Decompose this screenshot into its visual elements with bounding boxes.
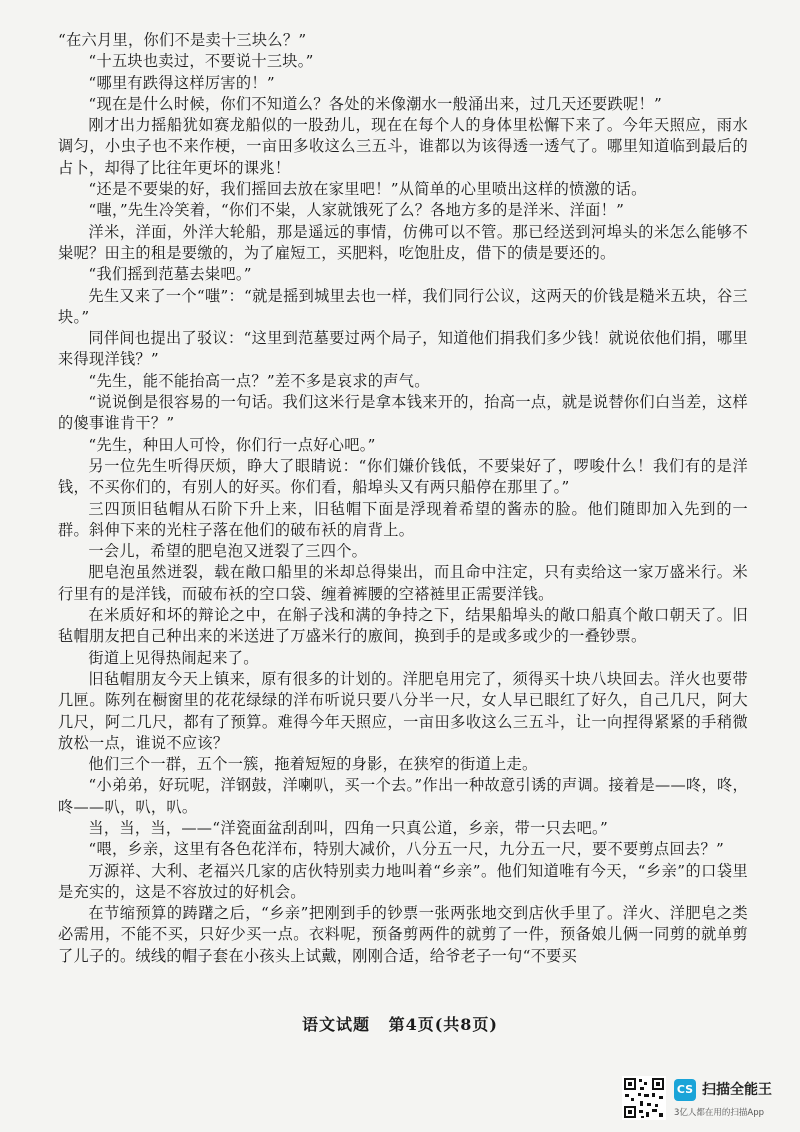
paragraph: 三四顶旧毡帽从石阶下升上来，旧毡帽下面是浮现着希望的酱赤的脸。他们随即加入先到的一群。斜伸下来的光柱子落在他们的破布袄的肩背上。 <box>58 499 748 539</box>
paragraph: “先生，种田人可怜，你们行一点好心吧。” <box>88 435 376 454</box>
footer-subject: 语文试题 <box>301 1015 370 1034</box>
paragraph: 街道上见得热闹起来了。 <box>88 648 259 667</box>
page-footer <box>0 1012 800 1035</box>
paragraph: 在米质好和坏的辩论之中，在斛子浅和满的争持之下，结果船埠头的敞口船真个敞口朝天了。旧毡帽朋友把自己种出来的米送进了万盛米行的廒间，换到手的是或多或少的一叠钞票。 <box>58 606 748 646</box>
qr-code-icon <box>622 1076 666 1120</box>
paragraph: “现在是什么时候，你们不知道么？各处的米像潮水一般涌出来，过几天还要跌呢！” <box>88 94 663 113</box>
paragraph: “哪里有跌得这样厉害的！” <box>88 73 275 92</box>
paragraph: 同伴间也提出了驳议：“这里到范墓要过两个局子，知道他们捐我们多少钱！就说依他们捐，哪里来得现洋钱？” <box>58 329 748 369</box>
paragraph: “在六月里，你们不是卖十三块么？” <box>58 31 307 49</box>
paragraph: “小弟弟，好玩呢，洋钢鼓，洋喇叭，买一个去。”作出一种故意引诱的声调。接着是——咚，咚，咚——叭，叭，叭。 <box>58 776 748 816</box>
camscanner-app-name: 扫描全能王 <box>702 1082 772 1098</box>
paragraph: 洋米，洋面，外洋大轮船，那是遥远的事情，仿佛可以不管。那已经送到河埠头的米怎么能够不粜呢？田主的租是要缴的，为了雇短工，买肥料，吃饱肚皮，借下的债是要还的。 <box>58 222 748 262</box>
paragraph: 另一位先生听得厌烦，睁大了眼睛说：“你们嫌价钱低，不要粜好了，啰唆什么！我们有的是洋钱，不买你们的，有别人的好买。你们看，船埠头又有两只船停在那里了。” <box>58 456 748 497</box>
camscanner-logo: CS <box>674 1079 696 1101</box>
paragraph: “先生，能不能抬高一点？”差不多是哀求的声气。 <box>88 371 430 390</box>
paragraph: 肥皂泡虽然迸裂，载在敞口船里的米却总得粜出，而且命中注定，只有卖给这一家万盛米行。米行里有的是洋钱，而破布袄的空口袋、缠着裤腰的空褡裢里正需要洋钱。 <box>58 563 748 603</box>
paragraph: “十五块也卖过，不要说十三块。” <box>88 52 314 71</box>
paragraph: 先生又来了一个“嗤”：“就是摇到城里去也一样，我们同行公议，这两天的价钱是糙米五块，谷三块。” <box>58 286 748 326</box>
camscanner-watermark <box>622 1076 782 1122</box>
paragraph: 一会儿，希望的肥皂泡又迸裂了三四个。 <box>88 542 368 561</box>
paragraph: 在节缩预算的踌躇之后，“乡亲”把刚到手的钞票一张两张地交到店伙手里了。洋火、洋肥皂之类必需用，不能不买，只好少买一点。衣料呢，预备剪两件的就剪了一件，预备娘儿俩一同剪的就单剪了儿子的。绒线的帽子套在小孩头上试戴，刚刚合适，给爷老子一句“不要买 <box>58 904 748 965</box>
footer-page-number: 第4页(共8页) <box>388 1015 498 1034</box>
exam-page-body <box>58 30 748 967</box>
camscanner-tagline: 3亿人都在用的扫描App <box>674 1108 765 1118</box>
paragraph: 万源祥、大利、老福兴几家的店伙特别卖力地叫着“乡亲”。他们知道唯有今天，“乡亲”的口袋里是充实的，这是不容放过的好机会。 <box>58 861 748 901</box>
paragraph: “还是不要粜的好，我们摇回去放在家里吧！”从简单的心里喷出这样的愤激的话。 <box>88 180 647 199</box>
paragraph: 当，当，当，——“洋瓷面盆刮刮叫，四角一只真公道，乡亲，带一只去吧。” <box>88 818 609 837</box>
paragraph: 刚才出力摇船犹如赛龙船似的一股劲儿，现在在每个人的身体里松懈下来了。今年天照应，雨水调匀，小虫子也不来作梗，一亩田多收这么三五斗，谁都以为该得透一透气了。哪里知道临到最后的占卜，却得了比往年更坏的课兆！ <box>58 116 748 177</box>
paragraph: 他们三个一群，五个一簇，拖着短短的身影，在狭窄的街道上走。 <box>88 755 538 774</box>
paragraph: “嗤，”先生冷笑着，“你们不粜，人家就饿死了么？各地方多的是洋米、洋面！” <box>88 201 625 220</box>
paragraph: “喂，乡亲，这里有各色花洋布，特别大减价，八分五一尺，九分五一尺，要不要剪点回去？” <box>88 840 725 859</box>
paragraph: “我们摇到范墓去粜吧。” <box>88 265 252 284</box>
paragraph: 旧毡帽朋友今天上镇来，原有很多的计划的。洋肥皂用完了，须得买十块八块回去。洋火也要带几匣。陈列在橱窗里的花花绿绿的洋布听说只要八分半一尺，女人早已眼红了好久，自己几尺，阿大几尺，阿二几尺，都有了预算。难得今年天照应，一亩田多收这么三五斗，让一向捏得紧紧的手稍微放松一点，谁说不应该？ <box>58 669 748 752</box>
paragraph: “说说倒是很容易的一句话。我们这米行是拿本钱来开的，抬高一点，就是说替你们白当差，这样的傻事谁肯干？” <box>58 393 748 433</box>
